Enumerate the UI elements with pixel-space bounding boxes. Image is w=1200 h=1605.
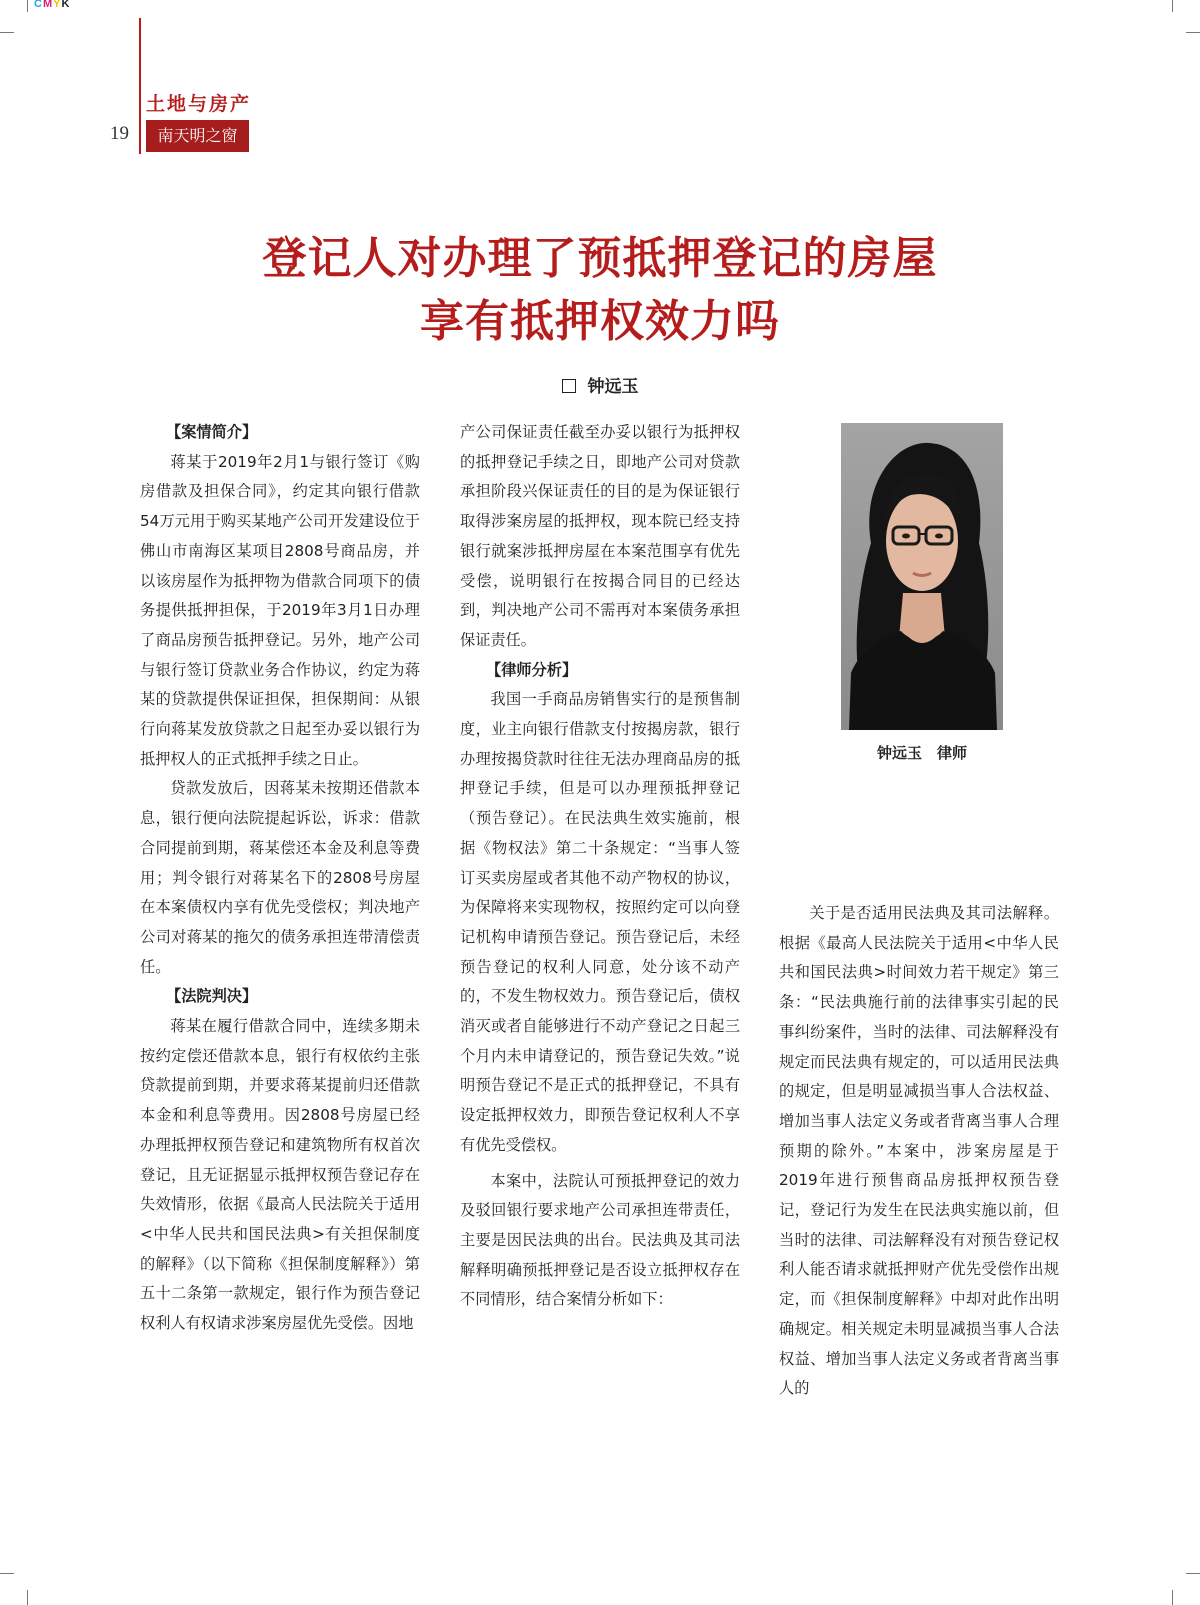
paragraph: 关于是否适用民法典及其司法解释。根据《最高人民法院关于适用<中华人民共和国民法典>时间效力若干规定》第三条：“民法典施行前的法律事实引起的民事纠纷案件，当时的法律、司法解释没有规定而民法典有规定的，可以适用民法典的规定，但是明显减损当事人合法权益、增加当事人法定义务或者背离当事人合理预期的除外。”本案中，涉案房屋是于2019年进行预售商品房抵押权预告登记，登记行为发生在民法典实施以前，但当时的法律、司法解释没有对预告登记权利人能否请求就抵押财产优先受偿作出规定，而《担保制度解释》中却对此作出明确规定。相关规定未明显减损当事人合法权益、增加当事人法定义务或者背离当事人的 — [779, 904, 1059, 1398]
crop-mark — [1186, 1573, 1200, 1574]
cmyk-k: K — [61, 0, 71, 10]
crop-mark — [0, 1573, 14, 1574]
cmyk-y: Y — [53, 0, 62, 10]
crop-mark — [1172, 1590, 1173, 1605]
section-heading: 【法院判决】 — [166, 987, 258, 1006]
paragraph: 贷款发放后，因蒋某未按期还借款本息，银行便向法院提起诉讼，诉求：借款合同提前到期，蒋某偿还本金及利息等费用；判令银行对蒋某名下的2808号房屋在本案债权内享有优先受偿权；判决地产公司对蒋某的拖欠的债务承担连带清偿责任。 — [140, 779, 420, 976]
paragraph: 本案中，法院认可预抵押登记的效力及驳回银行要求地产公司承担连带责任，主要是因民法典的出台。民法典及其司法解释明确预抵押登记是否设立抵押权存在不同情形，结合案情分析如下： — [460, 1171, 740, 1309]
page-number: 19 — [110, 123, 129, 144]
paragraph-continued: 产公司保证责任截至办妥以银行为抵押权的抵押登记手续之日，即地产公司对贷款承担阶段兴保证责任的目的是为保证银行取得涉案房屋的抵押权，现本院已经支持银行就案涉抵押房屋在本案范围享有优先受偿，说明银行在按揭合同目的已经达到，判决地产公司不需再对本案债务承担保证责任。 — [460, 423, 740, 649]
section-heading: 【案情简介】 — [166, 423, 258, 441]
paragraph: 蒋某在履行借款合同中，连续多期未按约定偿还借款本息，银行有权依约主张贷款提前到期，并要求蒋某提前归还借款本金和利息等费用。因2808号房屋已经办理抵押权预告登记和建筑物所有权首次登记，且无证据显示抵押权预告登记存在失效情形，依据《最高人民法院关于适用<中华人民共和国民法典>有关担保制度的解释》（以下简称《担保制度解释》）第五十二条第一款规定，银行作为预告登记权利人有权请求涉案房屋优先受偿。因地 — [140, 1017, 420, 1333]
author-byline — [0, 372, 1200, 397]
paragraph: 我国一手商品房销售实行的是预售制度，业主向银行借款支付按揭房款，银行办理按揭贷款时往往无法办理商品房的抵押登记手续，但是可以办理预抵押登记（预告登记）。在民法典生效实施前，根据《物权法》第二十条规定：“当事人签订买卖房屋或者其他不动产物权的协议，为保障将来实现物权，按照约定可以向登记机构申请预告登记。预告登记后，未经预告登记的权利人同意，处分该不动产的，不发生物权效力。预告登记后，债权消灭或者自能够进行不动产登记之日起三个月内未申请登记的，预告登记失效。”说明预告登记不是正式的抵押登记，不具有设定抵押权效力，即预告登记权利人不享有优先受偿权。 — [460, 690, 740, 1154]
author-name: 钟远玉 — [587, 377, 639, 397]
article-title-line-1: 登记人对办理了预抵押登记的房屋 — [262, 233, 938, 284]
cmyk-m: M — [42, 0, 54, 10]
cmyk-print-mark — [34, 0, 70, 10]
crop-mark — [1172, 0, 1173, 12]
section-title: 土地与房产 — [146, 93, 252, 115]
crop-mark — [27, 0, 28, 12]
column-badge: 南天明之窗 — [146, 120, 249, 152]
portrait-illustration — [841, 423, 1003, 730]
article-title-line-2: 享有抵押权效力吗 — [420, 296, 780, 347]
text-column-1 — [140, 418, 420, 1339]
crop-mark — [0, 32, 14, 33]
header-divider — [139, 18, 141, 154]
author-portrait — [841, 423, 1003, 730]
paragraph: 蒋某于2019年2月1与银行签订《购房借款及担保合同》，约定其向银行借款54万元用于购买某地产公司开发建设位于佛山市南海区某项目2808号商品房，并以该房屋作为抵押物为借款合同项下的债务提供抵押担保，于2019年3月1日办理了商品房预告抵押登记。另外，地产公司与银行签订贷款业务合作协议，约定为蒋某的贷款提供保证担保，担保期间：从银行向蒋某发放贷款之日起至办妥以银行为抵押权人的正式抵押手续之日止。 — [140, 452, 420, 768]
section-heading: 【律师分析】 — [486, 660, 578, 679]
cmyk-c: C — [34, 0, 43, 10]
text-column-3 — [779, 899, 1059, 1404]
text-column-2 — [460, 418, 740, 1315]
square-bullet-icon — [562, 379, 576, 393]
portrait-caption: 钟远玉 律师 — [876, 744, 967, 762]
crop-mark — [1186, 32, 1200, 33]
crop-mark — [27, 1590, 28, 1605]
